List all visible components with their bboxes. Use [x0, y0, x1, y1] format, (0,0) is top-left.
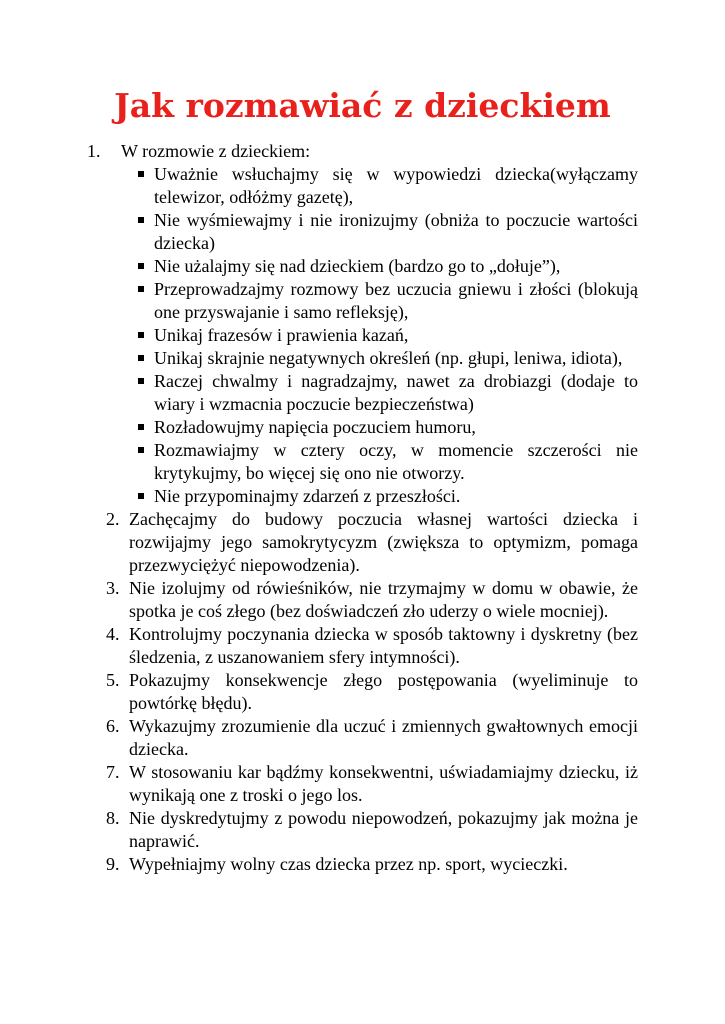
- bullet-square-icon: [138, 171, 144, 177]
- bullet-square-icon: [138, 447, 144, 453]
- list-item-1: [0, 140, 725, 163]
- bullet-text: Unikaj skrajnie negatywnych określeń (np. głupi, leniwa, idiota),: [154, 348, 623, 368]
- bullet-item: [0, 370, 638, 416]
- bullet-square-icon: [138, 217, 144, 223]
- bullet-list: [0, 163, 725, 508]
- bullet-square-icon: [138, 424, 144, 430]
- bullet-item: [0, 278, 638, 324]
- bullet-square-icon: [138, 332, 144, 338]
- bullet-text: Unikaj frazesów i prawienia kazań,: [154, 325, 409, 345]
- list-item-text: W stosowaniu kar bądźmy konsekwentni, uświadamiajmy dziecku, iż wynikają one z troski o jego los.: [129, 762, 638, 805]
- list-item-text: Nie izolujmy od rówieśników, nie trzymajmy w domu w obawie, że spotka je coś złego (bez doświadczeń zło uderzy o wiele mocniej).: [129, 578, 638, 621]
- bullet-text: Rozmawiajmy w cztery oczy, w momencie szczerości nie krytykujmy, bo więcej się ono nie otworzy.: [154, 440, 638, 483]
- list-item-text: W rozmowie z dzieckiem:: [121, 141, 311, 161]
- bullet-text: Uważnie wsłuchajmy się w wypowiedzi dziecka(wyłączamy telewizor, odłóżmy gazetę),: [154, 164, 638, 207]
- list-item-number: 4.: [106, 624, 120, 644]
- list-item-8: [0, 807, 638, 853]
- bullet-text: Raczej chwalmy i nagradzajmy, nawet za drobiazgi (dodaje to wiary i wzmacnia poczucie bezpieczeństwa): [154, 371, 638, 414]
- list-item-number: 5.: [106, 670, 120, 690]
- list-item-number: 6.: [106, 716, 120, 736]
- bullet-item: [0, 416, 638, 439]
- numbered-list: [0, 140, 725, 876]
- bullet-item: [0, 209, 638, 255]
- list-item-number: 3.: [106, 578, 120, 598]
- list-item-5: [0, 669, 638, 715]
- bullet-item: [0, 324, 638, 347]
- list-item-6: [0, 715, 638, 761]
- bullet-item: [0, 439, 638, 485]
- list-item-number: 1.: [87, 141, 101, 161]
- list-item-4: [0, 623, 638, 669]
- list-item-text: Pokazujmy konsekwencje złego postępowania (wyeliminuje to powtórkę błędu).: [129, 670, 638, 713]
- page-title: Jak rozmawiać z dzieckiem: [114, 86, 611, 125]
- bullet-text: Nie użalajmy się nad dzieckiem (bardzo go to „dołuje”),: [154, 256, 561, 276]
- list-item-9: [0, 853, 638, 876]
- bullet-text: Nie wyśmiewajmy i nie ironizujmy (obniża to poczucie wartości dziecka): [154, 210, 638, 253]
- bullet-item: [0, 255, 638, 278]
- list-item-text: Kontrolujmy poczynania dziecka w sposób taktowny i dyskretny (bez śledzenia, z uszanowaniem sfery intymności).: [129, 624, 638, 667]
- bullet-item: [0, 163, 638, 209]
- list-item-text: Zachęcajmy do budowy poczucia własnej wartości dziecka i rozwijajmy jego samokrytycyzm (zwiększa to optymizm, pomaga przezwyciężyć niepowodzenia).: [129, 509, 638, 575]
- bullet-square-icon: [138, 263, 144, 269]
- list-item-2: [0, 508, 638, 577]
- list-item-number: 2.: [106, 509, 120, 529]
- list-item-7: [0, 761, 638, 807]
- bullet-square-icon: [138, 493, 144, 499]
- list-item-text: Wykazujmy zrozumienie dla uczuć i zmiennych gwałtownych emocji dziecka.: [129, 716, 638, 759]
- bullet-square-icon: [138, 355, 144, 361]
- bullet-square-icon: [138, 378, 144, 384]
- bullet-text: Nie przypominajmy zdarzeń z przeszłości.: [154, 486, 461, 506]
- list-item-text: Nie dyskredytujmy z powodu niepowodzeń, pokazujmy jak można je naprawić.: [129, 808, 638, 851]
- bullet-item: [0, 485, 638, 508]
- bullet-text: Rozładowujmy napięcia poczuciem humoru,: [154, 417, 476, 437]
- bullet-square-icon: [138, 286, 144, 292]
- list-item-number: 7.: [106, 762, 120, 782]
- list-item-text: Wypełniajmy wolny czas dziecka przez np. sport, wycieczki.: [129, 854, 568, 874]
- list-item-3: [0, 577, 638, 623]
- list-item-number: 9.: [106, 854, 120, 874]
- bullet-item: [0, 347, 638, 370]
- list-item-number: 8.: [106, 808, 120, 828]
- bullet-text: Przeprowadzajmy rozmowy bez uczucia gniewu i złości (blokują one przyswajanie i samo refleksję),: [154, 279, 638, 322]
